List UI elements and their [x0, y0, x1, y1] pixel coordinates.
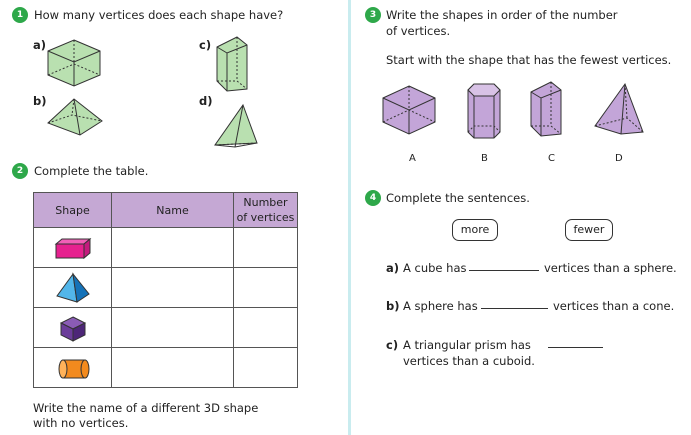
header-shape: Shape — [34, 193, 112, 228]
orange-cylinder-shape — [57, 358, 91, 380]
shape-label-d: D — [615, 153, 623, 164]
vertices-cell[interactable] — [234, 308, 298, 348]
label-b: b) — [33, 94, 47, 108]
question-3-instruction: Start with the shape that has the fewest vertices. — [386, 53, 672, 67]
purple-cube-shape — [59, 315, 87, 343]
shape-label-c: C — [548, 153, 555, 164]
label-d: d) — [199, 94, 213, 108]
question-4-badge: 4 — [365, 190, 381, 206]
vertices-cell[interactable] — [234, 348, 298, 388]
header-name: Name — [112, 193, 234, 228]
column-divider — [348, 0, 351, 435]
green-cube-shape — [46, 38, 102, 88]
sentence-c-end: vertices than a cuboid. — [403, 354, 535, 368]
sentence-b-end: vertices than a cone. — [553, 299, 675, 313]
sentence-b-start: A sphere has — [403, 299, 478, 313]
shape-table — [33, 192, 298, 388]
sentence-a-start: A cube has — [403, 261, 467, 275]
shape-cell — [34, 268, 112, 308]
answer-line-a[interactable] — [469, 270, 539, 271]
header-vertices — [234, 193, 298, 228]
vertices-cell[interactable] — [234, 228, 298, 268]
label-a: a) — [33, 38, 47, 52]
answer-line-b[interactable] — [481, 308, 548, 309]
question-2-prompt: Complete the table. — [34, 164, 149, 178]
label-c: c) — [199, 38, 212, 52]
question-1-prompt: How many vertices does each shape have? — [34, 8, 284, 22]
word-fewer: fewer — [565, 219, 613, 241]
table-row — [34, 348, 298, 388]
sentence-a-end: vertices than a sphere. — [544, 261, 677, 275]
name-cell[interactable] — [112, 228, 234, 268]
header-vertices-line2: of vertices — [236, 211, 295, 224]
sentence-a-label: a) — [386, 261, 400, 275]
table-row — [34, 228, 298, 268]
question-2-badge: 2 — [12, 163, 28, 179]
shape-cell — [34, 308, 112, 348]
green-prism-shape — [215, 35, 249, 93]
table-row — [34, 308, 298, 348]
pink-cuboid-shape — [54, 238, 92, 260]
sentence-b-label: b) — [386, 299, 400, 313]
question-3-badge: 3 — [365, 7, 381, 23]
shape-label-b: B — [481, 153, 488, 164]
question-2-footer-line1: Write the name of a different 3D shape — [33, 401, 259, 415]
question-1-badge: 1 — [12, 7, 28, 23]
green-square-pyramid-shape — [46, 97, 104, 137]
shape-label-a: A — [409, 153, 416, 164]
name-cell[interactable] — [112, 348, 234, 388]
purple-cube-a-shape — [381, 84, 437, 136]
sentence-c-start: A triangular prism has — [403, 338, 531, 352]
question-2-footer-line2: with no vertices. — [33, 416, 129, 430]
hexagonal-prism-b-shape — [464, 82, 504, 140]
shape-cell — [34, 348, 112, 388]
sentence-c-label: c) — [386, 338, 399, 352]
question-3-prompt-line1: Write the shapes in order of the number — [386, 8, 618, 22]
question-4-prompt: Complete the sentences. — [386, 191, 530, 205]
shape-cell — [34, 228, 112, 268]
name-cell[interactable] — [112, 308, 234, 348]
triangular-prism-c-shape — [529, 80, 563, 138]
name-cell[interactable] — [112, 268, 234, 308]
green-tetrahedron-shape — [213, 103, 259, 149]
answer-line-c[interactable] — [548, 347, 603, 348]
question-3-prompt-line2: of vertices. — [386, 24, 451, 38]
vertices-cell[interactable] — [234, 268, 298, 308]
blue-pyramid-shape — [55, 272, 91, 304]
word-more: more — [452, 219, 498, 241]
table-row — [34, 268, 298, 308]
square-pyramid-d-shape — [593, 82, 645, 136]
header-vertices-line1: Number — [243, 196, 288, 209]
